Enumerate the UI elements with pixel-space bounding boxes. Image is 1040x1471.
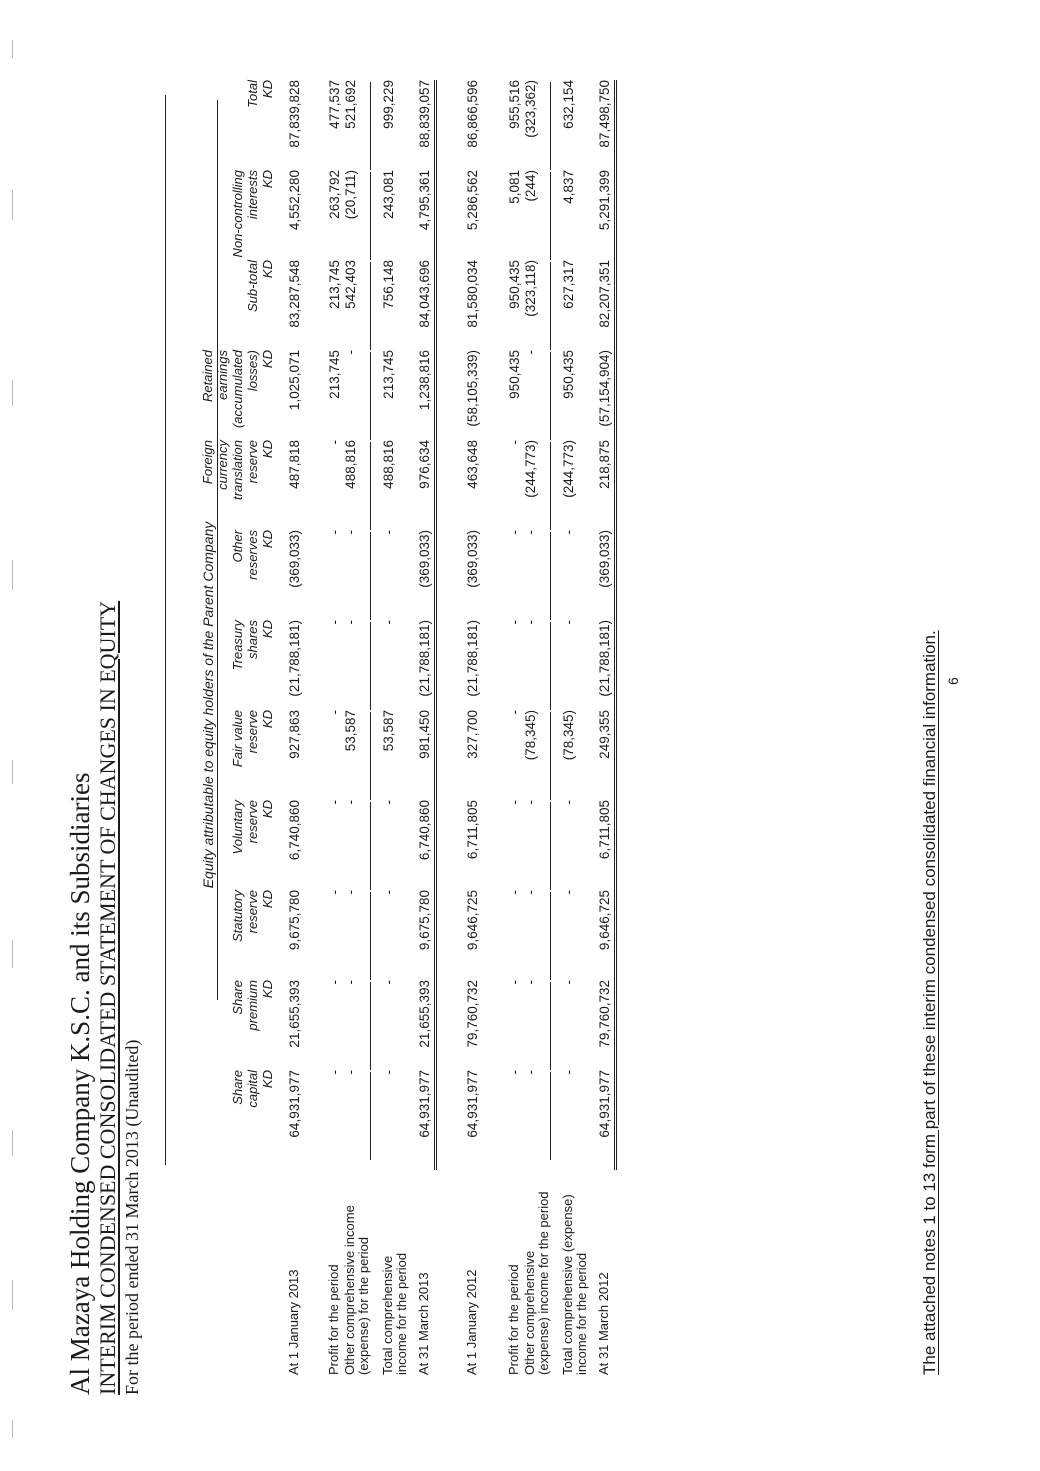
- column-header: [200, 440, 275, 540]
- period-subtitle: For the period ended 31 March 2013 (Unaudited): [122, 1039, 142, 1395]
- table-cell: 5,081: [507, 170, 522, 204]
- table-cell: 79,760,732: [597, 980, 617, 1080]
- table-cell: 1,238,816: [417, 350, 437, 450]
- subtotal-rule: [550, 82, 551, 170]
- table-cell: -: [343, 1070, 358, 1075]
- subtotal-rule: [550, 982, 551, 1070]
- table-cell: -: [327, 1070, 342, 1075]
- table-cell: 463,648: [465, 440, 480, 489]
- column-header-line: interests: [245, 170, 260, 220]
- column-unit: KD: [260, 710, 275, 729]
- row-label: [465, 1145, 479, 1375]
- table-cell: (78,345): [523, 710, 538, 761]
- column-header-line: reserve: [245, 890, 260, 934]
- column-header: [230, 530, 275, 630]
- table-cell: -: [561, 890, 576, 895]
- table-cell: 4,552,280: [287, 170, 302, 231]
- table-cell: 249,355: [597, 710, 617, 810]
- table-cell: -: [343, 800, 358, 805]
- subtotal-rule: [550, 172, 551, 260]
- column-header-line: currency: [215, 440, 230, 490]
- table-cell: (21,788,181): [465, 620, 480, 697]
- table-cell: -: [327, 890, 342, 895]
- table-cell: 87,839,828: [287, 80, 302, 148]
- column-unit: KD: [260, 530, 275, 549]
- table-cell: 21,655,393: [287, 980, 302, 1048]
- table-cell: 1,025,071: [287, 350, 302, 411]
- table-cell: 927,863: [287, 710, 302, 759]
- table-cell: -: [507, 800, 522, 805]
- subtotal-rule: [370, 982, 371, 1070]
- column-header-line: Share: [230, 980, 245, 1015]
- table-cell: (21,788,181): [287, 620, 302, 697]
- column-header: [245, 80, 275, 180]
- table-cell: 53,587: [343, 710, 358, 752]
- subtotal-rule: [370, 352, 371, 440]
- subtotal-rule: [550, 352, 551, 440]
- table-cell: 976,634: [417, 440, 437, 540]
- table-cell: 64,931,977: [597, 1070, 617, 1170]
- column-header: [230, 170, 275, 270]
- row-label: [417, 1145, 431, 1375]
- table-cell: 82,207,351: [597, 260, 617, 360]
- table-cell: -: [523, 890, 538, 895]
- row-label-line: income for the period: [574, 1252, 589, 1375]
- column-header-line: premium: [245, 980, 260, 1031]
- table-cell: -: [507, 710, 522, 715]
- column-unit: KD: [260, 980, 275, 999]
- row-label: [507, 1145, 521, 1375]
- column-header-line: Other: [230, 530, 245, 563]
- row-label-line: At 31 March 2012: [596, 1272, 611, 1375]
- column-header-line: reserves: [245, 530, 260, 580]
- table-cell: 84,043,696: [417, 260, 437, 360]
- table-cell: 64,931,977: [287, 1070, 302, 1138]
- table-cell: -: [327, 710, 342, 715]
- table-cell: -: [343, 350, 358, 355]
- table-cell: -: [523, 620, 538, 625]
- column-unit: KD: [260, 1070, 275, 1089]
- column-unit: KD: [260, 440, 275, 459]
- table-cell: 88,839,057: [417, 80, 437, 180]
- column-header: [230, 800, 275, 900]
- table-cell: 4,837: [561, 170, 576, 204]
- subtotal-rule: [370, 442, 371, 530]
- row-label-line: At 31 March 2013: [416, 1272, 431, 1375]
- column-header: [230, 890, 275, 990]
- column-header: [230, 710, 275, 810]
- table-cell: 79,760,732: [465, 980, 480, 1048]
- subtotal-rule: [370, 712, 371, 800]
- table-cell: 981,450: [417, 710, 437, 810]
- table-cell: 213,745: [327, 350, 342, 399]
- table-cell: -: [523, 1070, 538, 1075]
- row-label: [287, 1145, 301, 1375]
- table-cell: 542,403: [343, 260, 358, 309]
- company-name: Al Mazaya Holding Company K.S.C. and its Subsidiaries: [65, 772, 95, 1395]
- subtotal-rule: [550, 1072, 551, 1160]
- column-header-line: Fair value: [230, 710, 245, 768]
- table-cell: -: [507, 530, 522, 535]
- column-unit: KD: [260, 260, 275, 279]
- table-cell: -: [507, 440, 522, 445]
- column-header-line: Statutory: [230, 890, 245, 943]
- table-cell: -: [523, 530, 538, 535]
- table-cell: (21,788,181): [417, 620, 437, 720]
- column-header-line: Total: [245, 80, 260, 108]
- table-cell: 64,931,977: [465, 1070, 480, 1138]
- column-unit: KD: [260, 620, 275, 639]
- column-header-line: losses): [245, 350, 260, 392]
- table-cell: (20,711): [343, 170, 358, 220]
- table-cell: -: [507, 620, 522, 625]
- table-cell: 9,646,725: [465, 890, 480, 951]
- table-cell: (369,033): [287, 530, 302, 588]
- column-unit: KD: [260, 890, 275, 909]
- table-cell: 6,711,805: [597, 800, 617, 900]
- column-unit: KD: [260, 350, 275, 369]
- subtotal-rule: [370, 532, 371, 620]
- table-cell: -: [561, 800, 576, 805]
- column-header: [230, 1070, 275, 1170]
- table-cell: -: [381, 1070, 396, 1075]
- column-header: [230, 620, 275, 720]
- table-cell: 477,537: [327, 80, 342, 129]
- table-cell: 83,287,548: [287, 260, 302, 328]
- column-header-line: Foreign: [200, 440, 215, 485]
- table-cell: 5,291,399: [597, 170, 617, 270]
- table-cell: (369,033): [417, 530, 437, 630]
- table-cell: 86,866,596: [465, 80, 480, 148]
- subtotal-rule: [370, 82, 371, 170]
- table-cell: 6,740,860: [417, 800, 437, 900]
- table-cell: (323,118): [523, 260, 538, 317]
- row-label: [523, 1145, 551, 1375]
- table-cell: 21,655,393: [417, 980, 437, 1080]
- column-header-line: translation: [230, 440, 245, 500]
- table-cell: 999,229: [381, 80, 396, 129]
- table-cell: -: [381, 620, 396, 625]
- table-cell: 9,675,780: [287, 890, 302, 951]
- row-label-line: (expense) income for the period: [536, 1191, 551, 1375]
- table-cell: -: [561, 980, 576, 985]
- row-label-line: Profit for the period: [326, 1264, 341, 1375]
- document-header: [65, 601, 143, 1395]
- subtotal-rule: [370, 802, 371, 890]
- column-header-line: Treasury: [230, 620, 245, 671]
- row-label-line: (expense) for the period: [356, 1236, 371, 1375]
- table-cell: -: [327, 440, 342, 445]
- table-cell: 263,792: [327, 170, 342, 219]
- column-header-line: shares: [245, 620, 260, 660]
- subtotal-rule: [370, 622, 371, 710]
- table-cell: (369,033): [597, 530, 617, 630]
- column-header-line: (accumulated: [230, 350, 245, 429]
- table-cell: -: [507, 980, 522, 985]
- table-cell: (21,788,181): [597, 620, 617, 720]
- table-cell: 488,816: [343, 440, 358, 489]
- table-cell: -: [327, 530, 342, 535]
- footer-note: The attached notes 1 to 13 form part of these interim condensed consolidated financial information.: [920, 630, 939, 1375]
- subtotal-rule: [550, 622, 551, 710]
- table-cell: -: [561, 620, 576, 625]
- column-unit: KD: [260, 800, 275, 819]
- subtotal-rule: [550, 802, 551, 890]
- page-number: 6: [945, 677, 961, 685]
- header-rule: [165, 95, 166, 1165]
- scan-edge-marks: [0, 0, 40, 1471]
- table-cell: 327,700: [465, 710, 480, 759]
- column-header: [245, 260, 275, 360]
- table-cell: -: [507, 1070, 522, 1075]
- column-header-line: capital: [245, 1070, 260, 1108]
- row-label-line: At 1 January 2012: [464, 1269, 479, 1375]
- table-cell: 521,692: [343, 80, 358, 129]
- table-cell: -: [343, 530, 358, 535]
- subtotal-rule: [550, 532, 551, 620]
- table-cell: -: [561, 1070, 576, 1075]
- column-header: [230, 980, 275, 1080]
- table-cell: -: [523, 980, 538, 985]
- table-cell: 6,740,860: [287, 800, 302, 861]
- table-cell: (78,345): [561, 710, 576, 761]
- subtotal-rule: [550, 892, 551, 980]
- table-cell: 213,745: [381, 350, 396, 399]
- table-cell: 9,646,725: [597, 890, 617, 990]
- table-cell: 6,711,805: [465, 800, 480, 860]
- table-cell: -: [327, 620, 342, 625]
- table-cell: -: [523, 800, 538, 805]
- column-header-line: reserve: [245, 800, 260, 844]
- table-cell: 87,498,750: [597, 80, 617, 180]
- rotated-page: [65, 80, 985, 1395]
- row-label-line: Total comprehensive: [380, 1255, 395, 1375]
- row-label: [561, 1145, 589, 1375]
- group-title: Equity attributable to equity holders of the Parent Company: [200, 521, 216, 889]
- row-label: [597, 1145, 611, 1375]
- subtotal-rule: [370, 262, 371, 350]
- table-cell: -: [327, 800, 342, 805]
- statement-title: INTERIM CONDENSED CONSOLIDATED STATEMENT OF CHANGES IN EQUITY: [95, 600, 120, 1395]
- table-cell: (244): [523, 170, 538, 202]
- table-cell: -: [327, 980, 342, 985]
- column-header-line: earnings: [215, 350, 230, 400]
- table-cell: (57,154,904): [597, 350, 617, 450]
- subtotal-rule: [550, 262, 551, 350]
- row-label-line: Total comprehensive (expense): [560, 1194, 575, 1375]
- group-rule: [217, 100, 218, 1000]
- table-cell: -: [381, 980, 396, 985]
- column-header-line: Retained: [200, 350, 215, 403]
- column-header: [200, 350, 275, 450]
- subtotal-rule: [550, 442, 551, 530]
- row-label: [381, 1145, 409, 1375]
- row-label: [327, 1145, 341, 1375]
- column-header-line: Non-controlling: [230, 170, 245, 258]
- subtotal-rule: [370, 1072, 371, 1160]
- row-label-line: At 1 January 2013: [286, 1269, 301, 1375]
- table-cell: (244,773): [561, 440, 576, 498]
- subtotal-rule: [550, 712, 551, 800]
- table-cell: 955,516: [507, 80, 522, 129]
- subtotal-rule: [370, 892, 371, 980]
- table-cell: -: [343, 980, 358, 985]
- column-header-line: reserve: [245, 440, 260, 484]
- table-cell: 9,675,780: [417, 890, 437, 990]
- table-cell: 81,580,034: [465, 260, 480, 328]
- column-unit: KD: [260, 80, 275, 99]
- row-label-line: Other comprehensive income: [342, 1205, 357, 1375]
- row-label-line: income for the period: [394, 1252, 409, 1375]
- subtotal-rule: [370, 172, 371, 260]
- table-cell: 4,795,361: [417, 170, 437, 270]
- table-cell: -: [507, 890, 522, 895]
- table-cell: 756,148: [381, 260, 396, 309]
- column-header-line: Voluntary: [230, 800, 245, 855]
- table-cell: 64,931,977: [417, 1070, 437, 1170]
- table-cell: (323,362): [523, 80, 538, 138]
- table-cell: 488,816: [381, 440, 396, 489]
- table-cell: 632,154: [561, 80, 576, 129]
- table-cell: 53,587: [381, 710, 396, 752]
- column-header-line: Share: [230, 1070, 245, 1105]
- table-cell: 950,435: [561, 350, 576, 399]
- row-label: [343, 1145, 371, 1375]
- table-cell: 950,435: [507, 350, 522, 399]
- table-cell: 487,818: [287, 440, 302, 489]
- table-cell: -: [381, 890, 396, 895]
- column-header-line: Sub-total: [245, 260, 260, 313]
- table-cell: -: [381, 800, 396, 805]
- table-cell: 218,875: [597, 440, 617, 540]
- table-cell: -: [381, 530, 396, 535]
- table-cell: 950,435: [507, 260, 522, 309]
- column-header-line: reserve: [245, 710, 260, 754]
- table-cell: 213,745: [327, 260, 342, 309]
- row-label-line: Other comprehensive: [522, 1250, 537, 1375]
- table-cell: -: [561, 530, 576, 535]
- table-cell: (244,773): [523, 440, 538, 498]
- column-unit: KD: [260, 170, 275, 189]
- table-cell: -: [523, 350, 538, 355]
- table-cell: -: [343, 890, 358, 895]
- table-cell: (58,105,339): [465, 350, 480, 427]
- table-cell: 243,081: [381, 170, 396, 219]
- table-cell: (369,033): [465, 530, 480, 588]
- table-cell: 627,317: [561, 260, 576, 309]
- table-cell: -: [343, 620, 358, 625]
- table-cell: 5,286,562: [465, 170, 480, 231]
- row-label-line: Profit for the period: [506, 1264, 521, 1375]
